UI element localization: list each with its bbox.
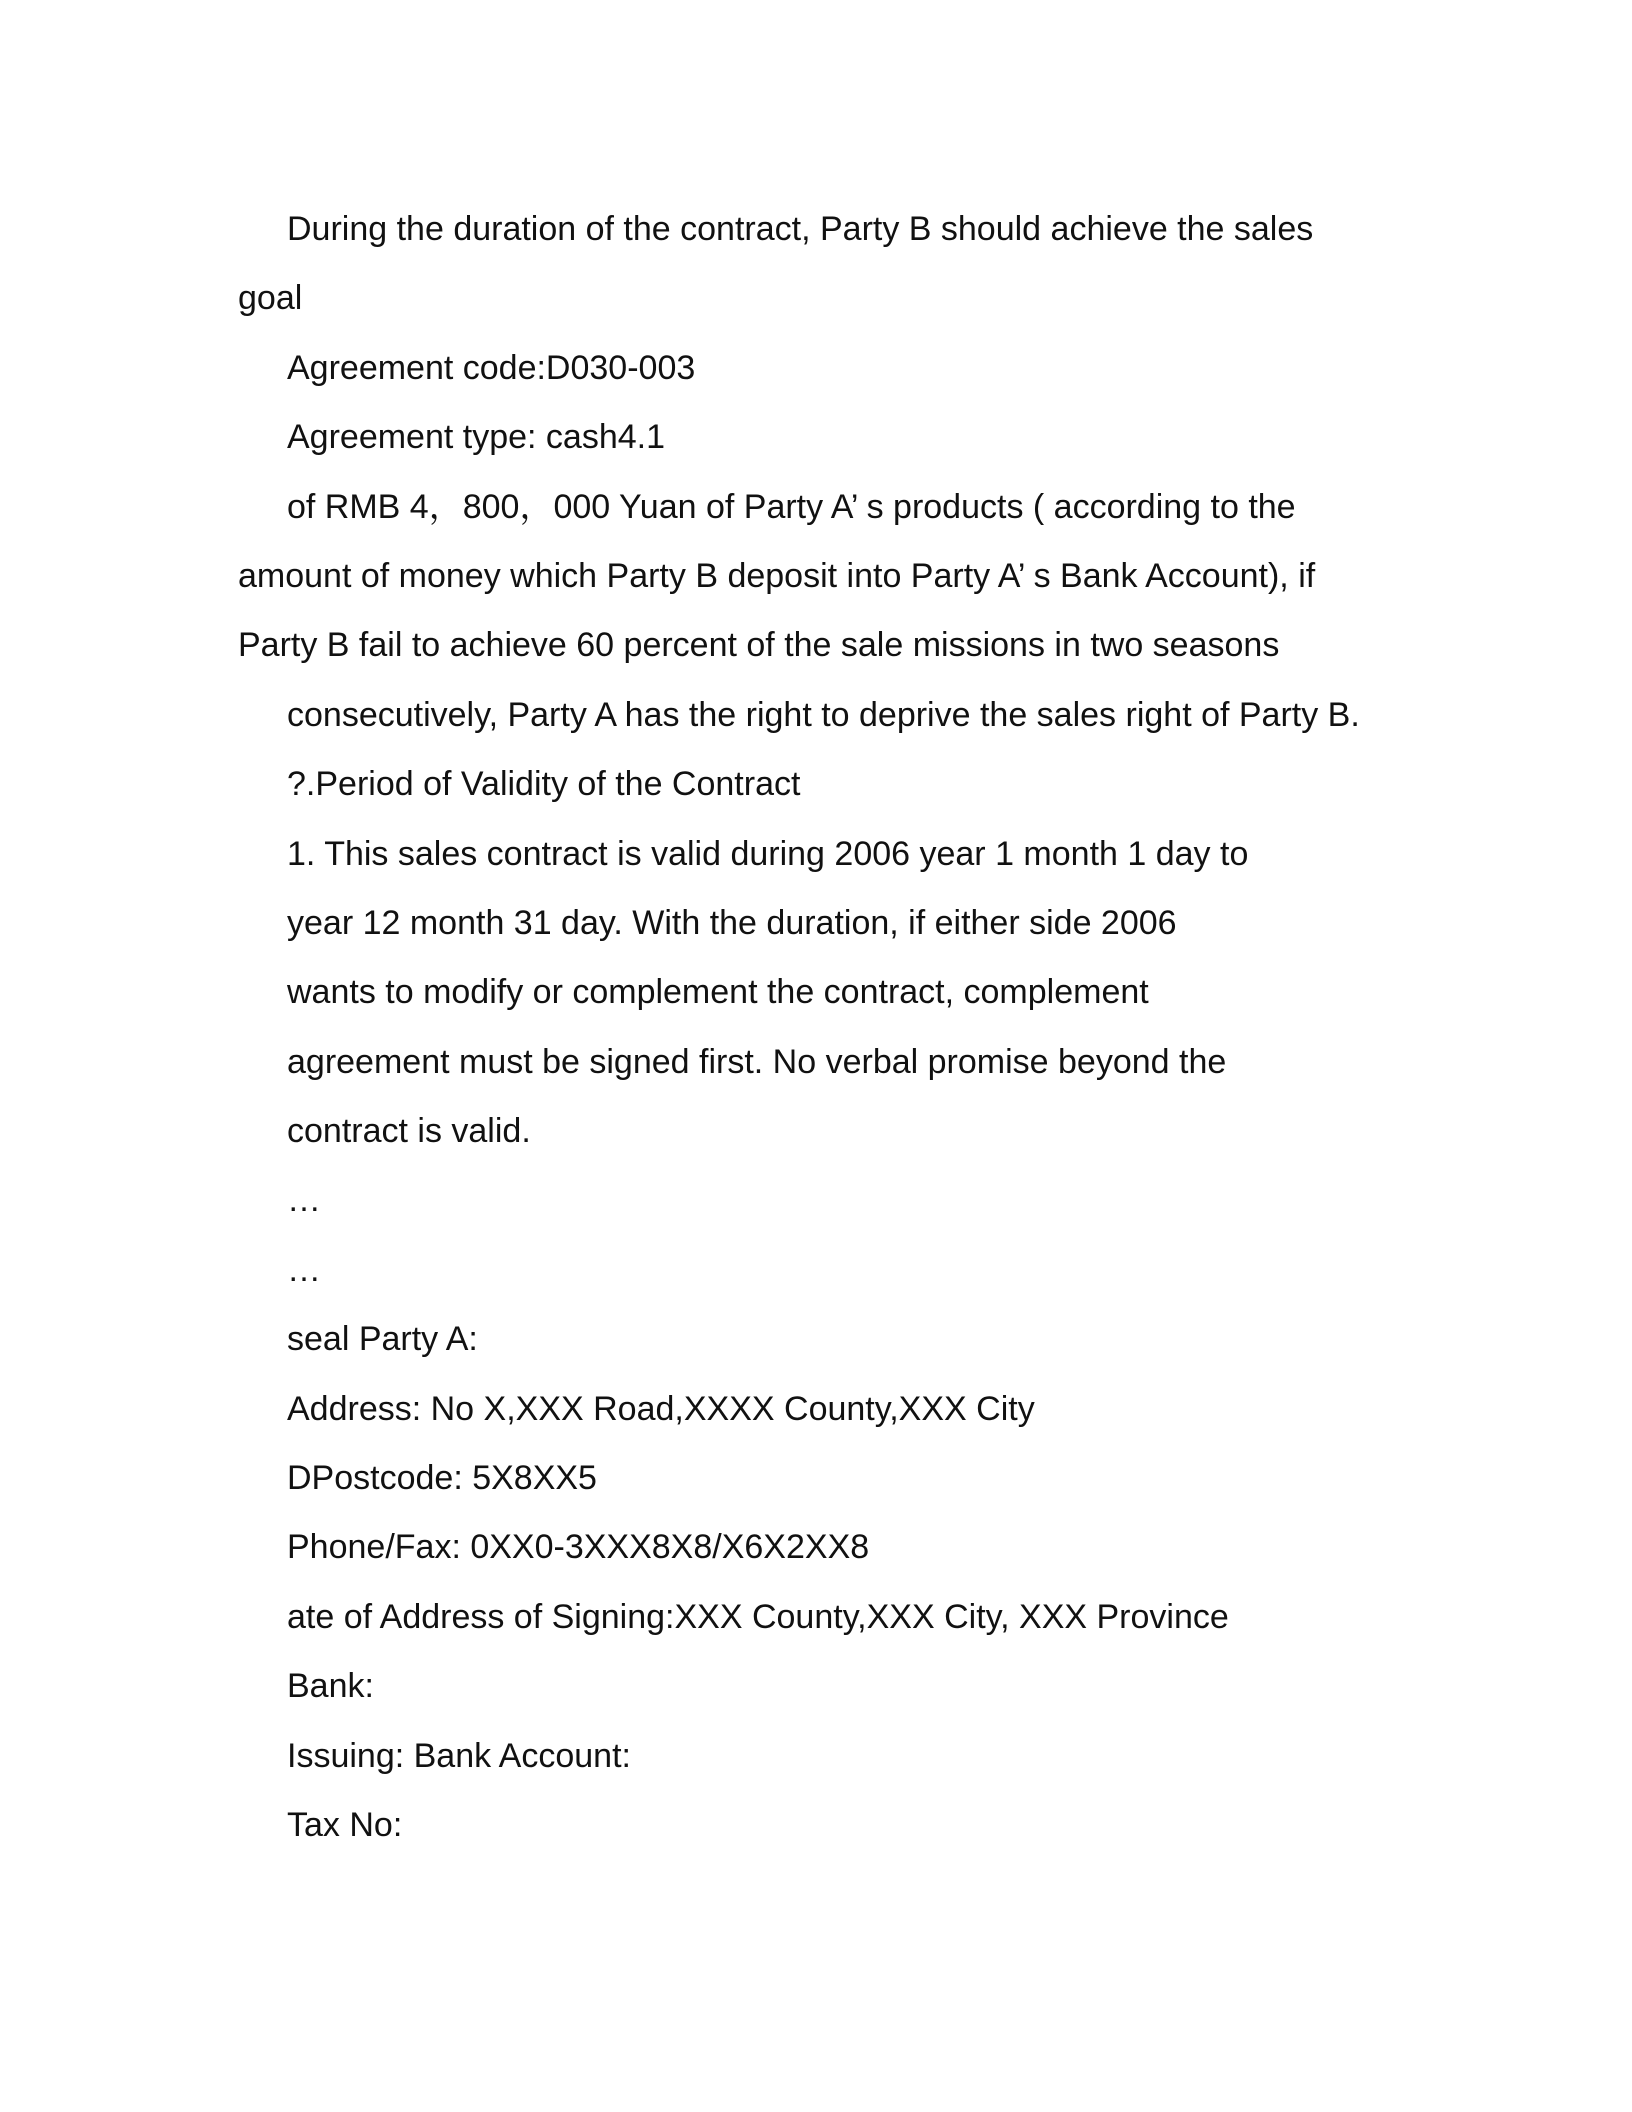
sales-amount-line-4: consecutively, Party A has the right to deprive the sales right of Party B.: [287, 695, 1360, 734]
sales-amount-line-2: amount of money which Party B deposit into Party A’ s Bank Account), if: [238, 556, 1316, 595]
validity-clause-line-4: agreement must be signed first. No verbal promise beyond the: [287, 1042, 1227, 1081]
issuing-bank-account-field: Issuing: Bank Account:: [287, 1736, 631, 1775]
agreement-type: Agreement type: cash4.1: [287, 418, 666, 457]
validity-clause-line-3: wants to modify or complement the contract, complement: [287, 973, 1149, 1012]
validity-clause-line-5: contract is valid.: [287, 1112, 531, 1151]
party-a-phone-fax: Phone/Fax: 0XX0-3XXX8X8/X6X2XX8: [287, 1528, 870, 1567]
sales-goal-paragraph-line-1: During the duration of the contract, Party B should achieve the sales: [287, 210, 1314, 248]
signing-address: ate of Address of Signing:XXX County,XXX City, XXX Province: [287, 1597, 1229, 1636]
bank-field: Bank:: [287, 1667, 374, 1706]
sales-amount-line-3: Party B fail to achieve 60 percent of the sale missions in two seasons: [238, 626, 1280, 665]
sales-amount-line-1: of RMB 4，800，000 Yuan of Party A’ s products ( according to the: [287, 487, 1296, 526]
sales-goal-paragraph-line-2: goal: [238, 279, 303, 318]
validity-clause-line-2: year 12 month 31 day. With the duration, if either side 2006: [287, 903, 1177, 942]
validity-section-heading: ?.Period of Validity of the Contract: [287, 765, 801, 804]
omission-ellipsis-2: …: [287, 1250, 323, 1289]
tax-number-field: Tax No:: [287, 1805, 403, 1844]
agreement-code: Agreement code:D030-003: [287, 348, 696, 387]
validity-clause-line-1: 1. This sales contract is valid during 2006 year 1 month 1 day to: [287, 834, 1249, 873]
omission-ellipsis-1: …: [287, 1181, 323, 1220]
seal-party-a: seal Party A:: [287, 1320, 478, 1359]
contract-body: [238, 203, 1418, 1868]
party-a-postcode: DPostcode: 5X8XX5: [287, 1459, 597, 1498]
party-a-address: Address: No X,XXX Road,XXXX County,XXX City: [287, 1389, 1035, 1428]
